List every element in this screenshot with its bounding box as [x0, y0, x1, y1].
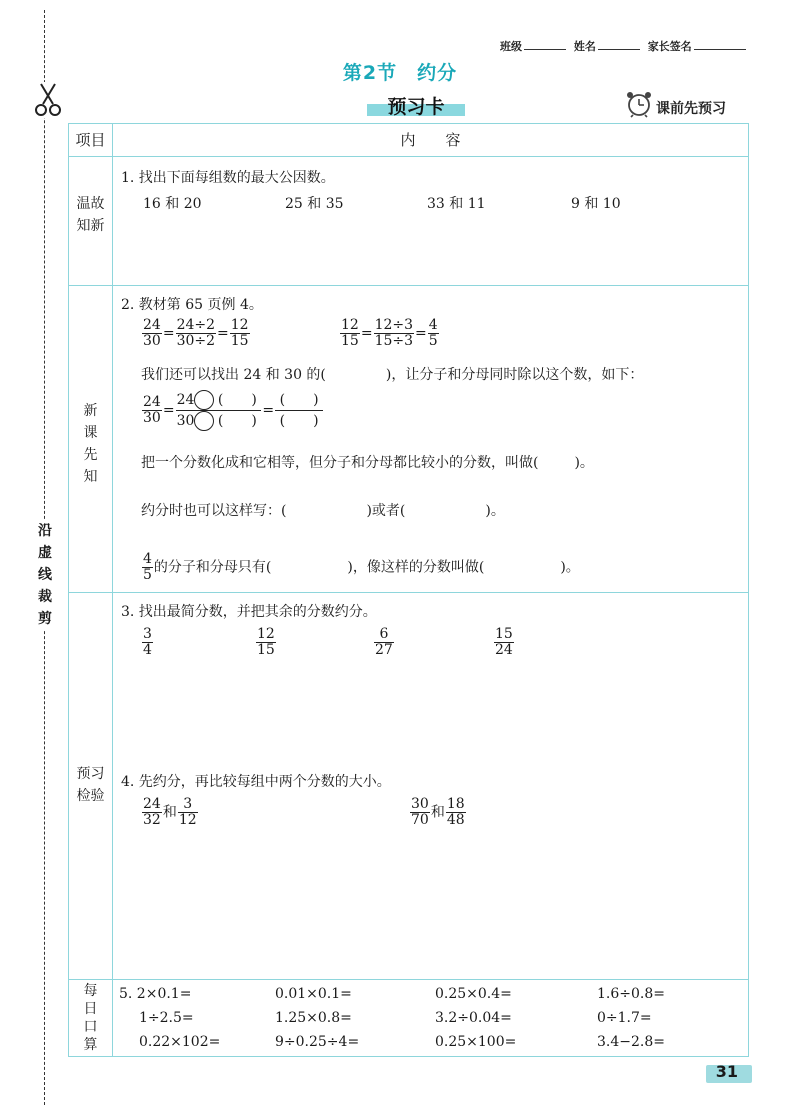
- calc-item: 0÷1.7=: [597, 1010, 652, 1026]
- compare-pair: $\frac{24}{32}$ 和 $\frac{3}{12}$: [143, 796, 197, 828]
- example-fraction-2: $\frac{12}{15}$ = $\frac{12\div 3}{15\div 3}$ = $\frac{4}{5}$: [341, 317, 438, 349]
- fraction: $\frac{12}{15}$: [257, 626, 275, 658]
- question-2: 2. 教材第 65 页例 4。: [121, 297, 263, 313]
- preview-check-row: [69, 593, 749, 980]
- fraction: $\frac{15}{24}$: [495, 626, 513, 658]
- calc-item: 9÷0.25÷4=: [275, 1034, 360, 1050]
- gcd-line: 我们还可以找出 24 和 30 的( )，让分子和分母同时除以这个数，如下：: [141, 367, 644, 383]
- cut-along-dashed-line-label: 沿 虚 线 裁 剪: [36, 520, 54, 630]
- card-title: 预习卡: [367, 92, 465, 118]
- gcd-pair: 9 和 10: [571, 196, 621, 212]
- calc-item: 5. 2×0.1=: [119, 986, 192, 1002]
- new-lesson-label: 新 课 先 知: [69, 286, 113, 593]
- col-item-header: 项目: [69, 124, 113, 157]
- calc-item: 0.25×100=: [435, 1034, 517, 1050]
- daily-calc-label: 每 日 口 算: [69, 980, 113, 1057]
- name-blank[interactable]: [598, 39, 640, 50]
- calc-item: 0.22×102=: [139, 1034, 221, 1050]
- calc-item: 1÷2.5=: [139, 1010, 194, 1026]
- class-label: 班级: [500, 40, 522, 53]
- scissors-icon: [33, 82, 63, 118]
- preview-card-table: [68, 123, 749, 1057]
- alarm-clock-icon: [624, 90, 654, 118]
- review-content: [113, 157, 749, 286]
- simplest-line: $\frac{4}{5}$ 的分子和分母只有( )，像这样的分数叫做( )。: [143, 551, 580, 583]
- write-line: 约分时也可以这样写：( )或者( )。: [141, 503, 505, 519]
- calc-item: 3.4−2.8=: [597, 1034, 665, 1050]
- compare-pair: $\frac{30}{70}$ 和 $\frac{18}{48}$: [411, 796, 465, 828]
- gcd-pair: 25 和 35: [285, 196, 344, 212]
- preview-label: 课前先预习: [656, 101, 726, 117]
- calc-item: 1.25×0.8=: [275, 1010, 352, 1026]
- fraction: $\frac{6}{27}$: [375, 626, 393, 658]
- col-content-header: 内 容: [113, 124, 749, 157]
- fraction: $\frac{3}{4}$: [143, 626, 152, 658]
- parent-sign-blank[interactable]: [694, 39, 746, 50]
- table-header-row: [69, 124, 749, 157]
- name-label: 姓名: [573, 40, 596, 53]
- question-3: 3. 找出最简分数，并把其余的分数约分。: [121, 604, 377, 620]
- operator-circle[interactable]: [194, 411, 214, 431]
- new-lesson-row: [69, 286, 749, 593]
- question-4: 4. 先约分，再比较每组中两个分数的大小。: [121, 774, 391, 790]
- new-lesson-content: [113, 286, 749, 593]
- question-1: 1. 找出下面每组数的最大公因数。: [121, 170, 335, 186]
- preview-check-label: 预习 检验: [69, 593, 113, 980]
- student-info-line: [500, 38, 750, 54]
- daily-calc-row: [69, 980, 749, 1057]
- definition-line: 把一个分数化成和它相等，但分子和分母都比较小的分数，叫做( )。: [141, 455, 594, 471]
- operator-circle[interactable]: [194, 390, 214, 410]
- calc-item: 0.25×0.4=: [435, 986, 512, 1002]
- calc-item: 0.01×0.1=: [275, 986, 352, 1002]
- gcd-pair: 33 和 11: [427, 196, 486, 212]
- example-fraction-3: $\frac{24}{30}$ = $\frac{24 ( )}{30 ( )}$ = $\frac{( )}{( )}$: [141, 390, 324, 431]
- class-blank[interactable]: [524, 39, 566, 50]
- gcd-pair: 16 和 20: [143, 196, 202, 212]
- page-number: 31: [712, 1062, 738, 1081]
- calc-item: 1.6÷0.8=: [597, 986, 665, 1002]
- daily-calc-content: [113, 980, 749, 1057]
- section-title: 第2节 约分: [342, 62, 458, 84]
- preview-check-content: [113, 593, 749, 980]
- example-fraction-1: $\frac{24}{30}$ = $\frac{24\div 2}{30\div 2}$ = $\frac{12}{15}$: [143, 317, 249, 349]
- review-row: [69, 157, 749, 286]
- calc-item: 3.2÷0.04=: [435, 1010, 512, 1026]
- parent-sign-label: 家长签名: [647, 40, 692, 53]
- review-label: 温故 知新: [69, 157, 113, 286]
